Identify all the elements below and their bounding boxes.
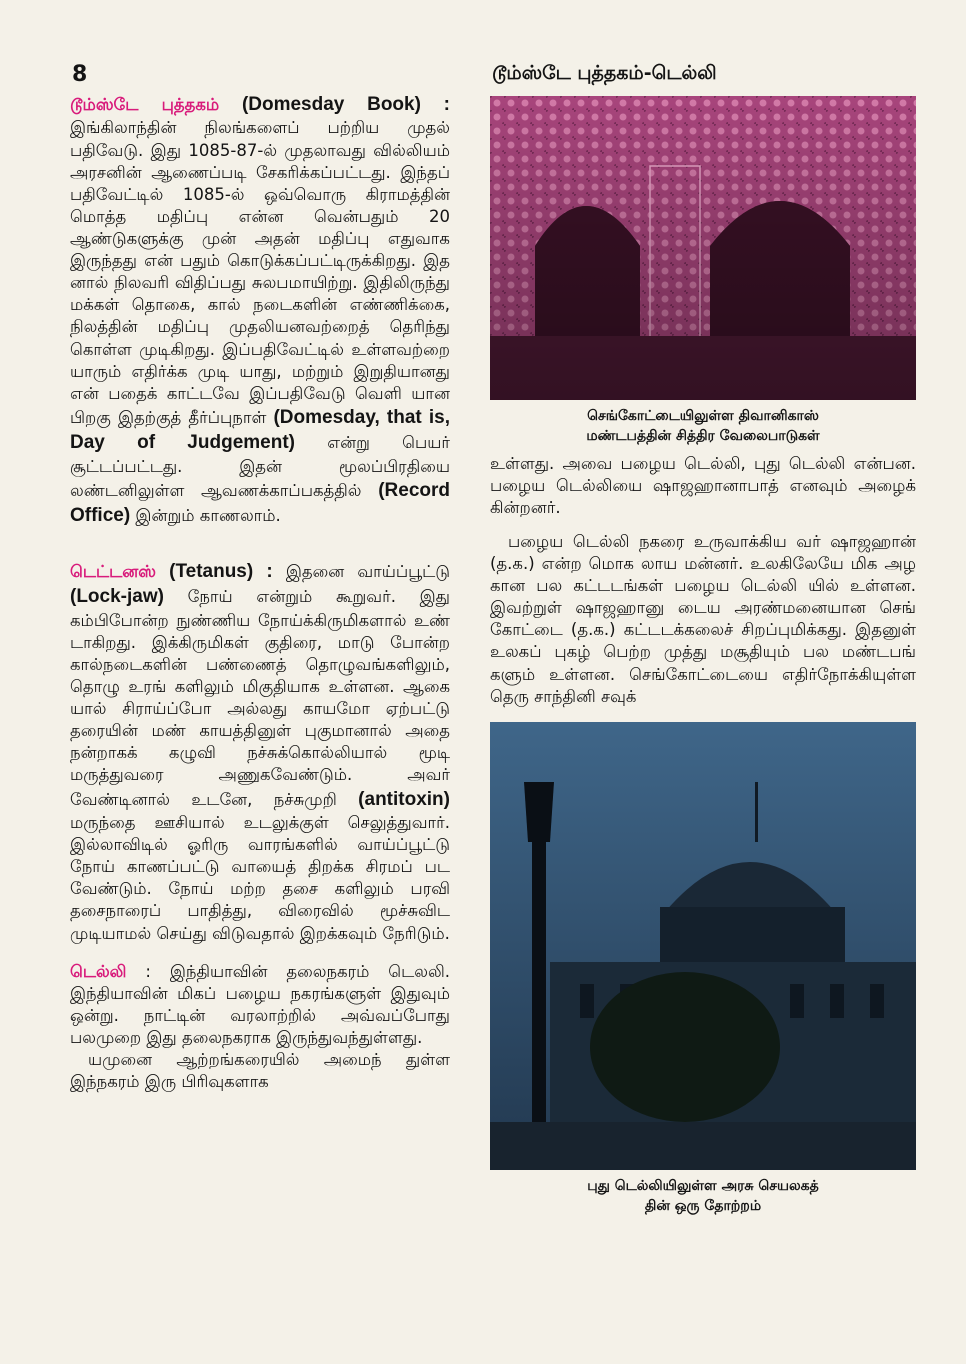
photo-1-caption-line-2: மண்டபத்தின் சித்திர வேலைபாடுகள் (586, 428, 820, 445)
delhi-text-2: யமுனை ஆற்றங்கரையில் அமைந் துள்ள இந்நகரம் இரு பிரிவுகளாக (70, 1050, 450, 1092)
tetanus-latin-2: (Lock-jaw) (70, 586, 164, 608)
secretariat-photo (490, 722, 916, 1170)
left-column (70, 92, 450, 1093)
tetanus-text-3: மருந்தை ஊசியால் உடலுக்குள் செலுத்துவார். இல்லாவிடில் ஓரிரு வாரங்களில் வாய்ப்பூட்டு நோய் காணப்பட்டு வாயைத் திறக்க சிரமப் பட வேண்டும். நோய் மற்ற தசை களிலும் பரவி தசைநாரைப் பாதித்து, விரைவில் மூச்சுவிட முடியாமல் செய்து விடுவதால் இறக்கவும் நேரிடும். (70, 813, 450, 943)
domesday-latin: (Domesday Book) : (219, 94, 450, 115)
tetanus-entry (70, 559, 450, 945)
photo-2-caption (490, 1176, 916, 1217)
domesday-text-3: இன்றும் காணலாம். (130, 506, 281, 526)
red-fort-carving-photo (490, 96, 916, 400)
domesday-latin-2: (Domesday, that is, Day of Judgement) (70, 406, 450, 454)
right-column (490, 96, 916, 1222)
photo-1-caption-line-1: செங்கோட்டையிலுள்ள திவானிகாஸ் (587, 408, 819, 424)
photo-2-caption-line-1: புது டெல்லியிலுள்ள அரசு செயலகத் (587, 1177, 819, 1194)
photo-2-caption-line-2: தின் ஒரு தோற்றம் (644, 1198, 762, 1215)
tetanus-text-2: நோய் என்றும் கூறுவர். இது கம்பிபோன்ற நுண்ணிய நோய்க்கிருமிகளால் உண் டாகிறது. இக்கிருமிகள் குதிரை, மாடு போன்ற கால்நடைகளின் பண்ணைத் தொழுவங்களிலும், தொழு உரங் களிலும் மிகுதியாக உள்ளன. ஆகை யால் சிராய்ப்போ அல்லது காயமோ ஏற்பட்டு தரையின் மண் காயத்தினுள் புகுமானால் அதை நன்றாகக் கழுவி நச்சுக்கொல்லியால் மூடி மருத்துவரை அணுகவேண்டும். அவர் வேண்டினால் உடனே, நச்சுமுறி (70, 587, 450, 809)
tetanus-latin: (Tetanus) : (155, 560, 286, 582)
domesday-entry (70, 92, 450, 529)
tetanus-heading: டெட்டனஸ் (70, 561, 156, 581)
domesday-text-1: இங்கிலாந்தின் நிலங்களைப் பற்றிய முதல் பதிவேடு. இது 1085-87-ல் முதலாவது வில்லியம் அரசனின் ஆணைப்படி சேகரிக்கப்பட்டது. இந்தப் பதிவேட்டில் 1085-ல் ஒவ்வொரு கிராமத்தின் மொத்த மதிப்பு என்ன வென்பதும் 20 ஆண்டுகளுக்கு முன் அதன் மதிப்பு எதுவாக இருந்தது என் பதும் கொடுக்கப்பட்டிருக்கிறது. இத னால் நிலவரி விதிப்பது சுலபமாயிற்று. இதிலிருந்து மக்கள் தொகை, கால் நடைகளின் எண்ணிக்கை, நிலத்தின் மதிப்பு முதலியனவற்றைத் தெரிந்து கொள்ள முடிகிறது. இப்பதிவேட்டில் உள்ளவற்றை யாரும் எதிர்க்க முடி யாது, மற்றும் இறுதியானது என் பதைக் காட்டவே இப்பதிவேடு வெளி யான பிறகு இதற்குத் தீர்ப்புநாள் (70, 118, 450, 427)
delhi-entry (70, 961, 450, 1049)
delhi-heading: டெல்லி (70, 961, 127, 981)
delhi-text-1: இந்தியாவின் தலைநகரம் டெலலி. இந்தியாவின் மிகப் பழைய நகரங்களுள் இதுவும் ஒன்று. நாட்டின் வரலாற்றில் அவ்வப்போது பலமுறை இது தலைநகராக இருந்துவந்துள்ளது. (70, 961, 450, 1048)
domesday-latin-3: (Record Office) (70, 479, 450, 527)
tetanus-text-1: இதனை வாய்ப்பூட்டு (285, 561, 450, 581)
domesday-heading: டூம்ஸ்டே புத்தகம் (70, 95, 220, 114)
domesday-text-2: என்று பெயர் சூட்டப்பட்டது. இதன் மூலப்பிரதியை லண்டனிலுள்ள ஆவணக்காப்பகத்தில் (70, 433, 450, 500)
delhi-continuation-2: பழைய டெல்லி நகரை உருவாக்கிய வர் ஷாஜஹான் (த.க.) என்ற மொக லாய மன்னர். உலகிலேயே மிக அழ கான பல கட்டடங்கள் பழைய டெல்லி யில் உள்ளன. இவற்றுள் ஷாஜஹானு டைய அரண்மனையான செங் கோட்டை (த.க.) கட்டடக்கலைச் சிறப்புமிக்கது. இதனுள் உலகப் புகழ் பெற்ற முத்து மசூதியும் பல மண்டபங் களும் உள்ளன. செங்கோட்டையை எதிர்நோக்கியுள்ள தெரு சாந்தினி சவுக் (490, 531, 916, 706)
delhi-continuation-1: உள்ளது. அவை பழைய டெல்லி, புது டெல்லி என்பன. பழைய டெல்லியை ஷாஜஹானாபாத் எனவும் அழைக் கின்றனர். (490, 453, 916, 517)
page-number: 8 (72, 62, 88, 87)
tetanus-latin-3: (antitoxin) (358, 788, 450, 810)
photo-1-caption (490, 406, 916, 447)
running-title: டூம்ஸ்டே புத்தகம்-டெல்லி (492, 62, 717, 84)
delhi-separator: : (126, 961, 170, 981)
